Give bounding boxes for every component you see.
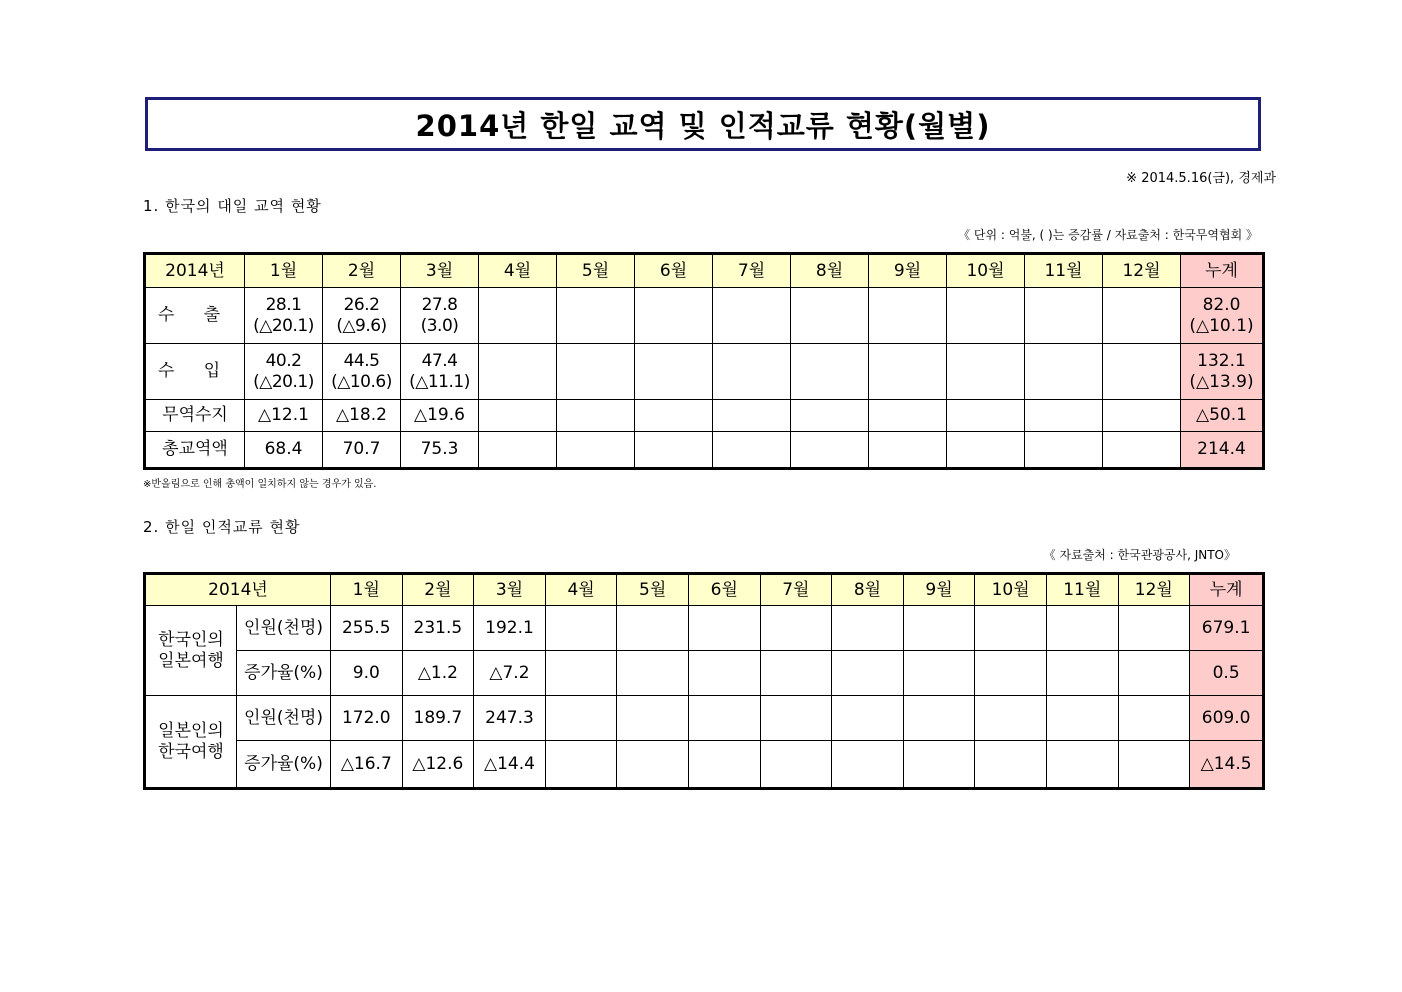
trade-row-label: 무역수지	[145, 400, 245, 432]
trade-total-cell	[1181, 288, 1264, 344]
trade-cell	[869, 400, 947, 432]
exchange-row-label: 인원(천명)	[237, 696, 331, 741]
trade-cell: △19.6	[401, 400, 479, 432]
exchange-month-header: 11월	[1046, 574, 1118, 606]
trade-cell	[1103, 432, 1181, 469]
page-title: 2014년 한일 교역 및 인적교류 현황(월별)	[415, 108, 991, 143]
exchange-cell	[1046, 606, 1118, 651]
exchange-cell	[832, 606, 904, 651]
exchange-cell: △12.6	[402, 741, 474, 789]
exchange-row	[145, 606, 1264, 651]
exchange-month-header: 10월	[975, 574, 1047, 606]
exchange-table	[143, 572, 1265, 790]
exchange-cell	[688, 651, 760, 696]
exchange-cell: △1.2	[402, 651, 474, 696]
trade-row-volume	[145, 432, 1264, 469]
trade-cell	[713, 344, 791, 400]
trade-month-header: 1월	[245, 254, 323, 288]
trade-cell	[245, 344, 323, 400]
trade-cell	[635, 344, 713, 400]
exchange-cell	[617, 741, 689, 789]
trade-cell-change: (△20.1)	[253, 371, 314, 392]
exchange-cell: 231.5	[402, 606, 474, 651]
trade-month-header: 9월	[869, 254, 947, 288]
section1-unit-note: 《 단위 : 억불, ( )는 증감률 / 자료출처 : 한국무역협회 》	[958, 228, 1258, 242]
exchange-cell	[1118, 696, 1190, 741]
trade-cell	[323, 288, 401, 344]
exchange-group-label-line2: 일본여행	[158, 650, 224, 671]
trade-cell	[557, 344, 635, 400]
trade-month-header: 3월	[401, 254, 479, 288]
exchange-cell: 189.7	[402, 696, 474, 741]
trade-cell-change: (3.0)	[420, 315, 459, 336]
trade-total-cell: △50.1	[1181, 400, 1264, 432]
trade-cell: 70.7	[323, 432, 401, 469]
exchange-cell	[760, 606, 832, 651]
trade-total-change: (△13.9)	[1189, 371, 1254, 392]
exchange-cell	[903, 606, 975, 651]
exchange-group-label	[145, 606, 237, 696]
exchange-total-cell: 679.1	[1190, 606, 1264, 651]
trade-cell	[869, 344, 947, 400]
trade-cell	[791, 344, 869, 400]
trade-cell-change: (△20.1)	[253, 315, 314, 336]
trade-cell	[557, 400, 635, 432]
trade-month-header: 6월	[635, 254, 713, 288]
exchange-header-row	[145, 574, 1264, 606]
trade-footnote: ※반올림으로 인해 총액이 일치하지 않는 경우가 있음.	[143, 479, 377, 490]
trade-cell	[557, 288, 635, 344]
trade-month-header: 8월	[791, 254, 869, 288]
exchange-group-label-line1: 일본인의	[158, 720, 224, 741]
exchange-month-header: 2월	[402, 574, 474, 606]
trade-table	[143, 252, 1265, 470]
trade-cell	[791, 288, 869, 344]
trade-cell-value: 40.2	[265, 350, 302, 371]
trade-cell	[479, 432, 557, 469]
trade-cell	[479, 288, 557, 344]
trade-total-value: 132.1	[1197, 350, 1246, 371]
trade-month-header: 4월	[479, 254, 557, 288]
exchange-cell	[617, 696, 689, 741]
exchange-cell: △7.2	[474, 651, 546, 696]
trade-cell-value: 44.5	[343, 350, 380, 371]
trade-cell	[1025, 400, 1103, 432]
section1-heading: 1. 한국의 대일 교역 현황	[143, 197, 322, 215]
exchange-cell	[760, 651, 832, 696]
exchange-cell: △14.4	[474, 741, 546, 789]
exchange-row	[145, 741, 1264, 789]
trade-cell	[947, 288, 1025, 344]
exchange-cell	[903, 651, 975, 696]
exchange-cell	[975, 606, 1047, 651]
exchange-group-label-line1: 한국인의	[158, 629, 224, 650]
trade-cell	[713, 432, 791, 469]
trade-cell-change: (△10.6)	[331, 371, 392, 392]
trade-row-label: 총교역액	[145, 432, 245, 469]
exchange-row	[145, 651, 1264, 696]
exchange-cell	[545, 651, 617, 696]
exchange-month-header: 6월	[688, 574, 760, 606]
exchange-cell	[1118, 651, 1190, 696]
trade-year-header: 2014년	[145, 254, 245, 288]
trade-cell	[479, 344, 557, 400]
exchange-cell	[975, 741, 1047, 789]
trade-cell-value: 26.2	[343, 294, 380, 315]
trade-header-row	[145, 254, 1264, 288]
trade-cell-value: 27.8	[421, 294, 458, 315]
trade-month-header: 7월	[713, 254, 791, 288]
exchange-cell	[545, 606, 617, 651]
exchange-month-header: 5월	[617, 574, 689, 606]
section2-source-note: 《 자료출처 : 한국관광공사, JNTO》	[1043, 548, 1236, 562]
trade-month-header: 5월	[557, 254, 635, 288]
trade-cell	[713, 288, 791, 344]
exchange-cell: 255.5	[331, 606, 403, 651]
trade-total-cell: 214.4	[1181, 432, 1264, 469]
trade-month-header: 10월	[947, 254, 1025, 288]
exchange-group-label	[145, 696, 237, 789]
trade-total-header: 누계	[1181, 254, 1264, 288]
trade-cell	[869, 288, 947, 344]
trade-cell	[1103, 288, 1181, 344]
trade-cell	[713, 400, 791, 432]
exchange-cell	[832, 651, 904, 696]
exchange-month-header: 7월	[760, 574, 832, 606]
exchange-cell	[760, 741, 832, 789]
trade-cell	[635, 288, 713, 344]
exchange-row-label: 증가율(%)	[237, 741, 331, 789]
trade-cell	[1103, 344, 1181, 400]
exchange-month-header: 3월	[474, 574, 546, 606]
trade-cell	[635, 400, 713, 432]
trade-cell	[947, 344, 1025, 400]
trade-cell: 68.4	[245, 432, 323, 469]
exchange-cell	[617, 651, 689, 696]
exchange-cell: 192.1	[474, 606, 546, 651]
trade-cell	[1025, 344, 1103, 400]
exchange-month-header: 8월	[832, 574, 904, 606]
exchange-cell	[1046, 741, 1118, 789]
trade-total-change: (△10.1)	[1189, 315, 1254, 336]
trade-cell: 75.3	[401, 432, 479, 469]
exchange-cell	[1046, 651, 1118, 696]
trade-cell	[245, 288, 323, 344]
trade-cell-change: (△9.6)	[336, 315, 387, 336]
trade-cell-change: (△11.1)	[409, 371, 470, 392]
trade-cell	[479, 400, 557, 432]
trade-total-cell	[1181, 344, 1264, 400]
exchange-cell	[1046, 696, 1118, 741]
trade-row-export	[145, 288, 1264, 344]
trade-month-header: 11월	[1025, 254, 1103, 288]
exchange-cell	[1118, 741, 1190, 789]
trade-month-header: 2월	[323, 254, 401, 288]
exchange-cell	[545, 696, 617, 741]
exchange-cell	[688, 606, 760, 651]
exchange-row	[145, 696, 1264, 741]
exchange-cell	[688, 741, 760, 789]
exchange-total-header: 누계	[1190, 574, 1264, 606]
trade-row-label: 수 출	[145, 288, 245, 344]
exchange-cell	[975, 651, 1047, 696]
exchange-cell: 172.0	[331, 696, 403, 741]
trade-cell	[947, 432, 1025, 469]
exchange-cell	[760, 696, 832, 741]
trade-cell	[1103, 400, 1181, 432]
exchange-row-label: 인원(천명)	[237, 606, 331, 651]
trade-cell	[1025, 432, 1103, 469]
exchange-cell: △16.7	[331, 741, 403, 789]
exchange-row-label: 증가율(%)	[237, 651, 331, 696]
exchange-cell: 9.0	[331, 651, 403, 696]
trade-month-header: 12월	[1103, 254, 1181, 288]
exchange-cell	[832, 696, 904, 741]
exchange-month-header: 12월	[1118, 574, 1190, 606]
trade-cell	[947, 400, 1025, 432]
exchange-cell	[903, 741, 975, 789]
exchange-month-header: 4월	[545, 574, 617, 606]
trade-row-balance	[145, 400, 1264, 432]
exchange-total-cell: 609.0	[1190, 696, 1264, 741]
exchange-total-cell: 0.5	[1190, 651, 1264, 696]
exchange-cell	[832, 741, 904, 789]
exchange-cell	[545, 741, 617, 789]
trade-cell: △12.1	[245, 400, 323, 432]
trade-cell	[791, 432, 869, 469]
trade-cell	[635, 432, 713, 469]
trade-cell	[869, 432, 947, 469]
trade-row-import	[145, 344, 1264, 400]
trade-cell	[401, 288, 479, 344]
exchange-cell: 247.3	[474, 696, 546, 741]
trade-cell-value: 28.1	[265, 294, 302, 315]
trade-cell	[557, 432, 635, 469]
trade-cell: △18.2	[323, 400, 401, 432]
exchange-month-header: 1월	[331, 574, 403, 606]
exchange-cell	[617, 606, 689, 651]
trade-cell	[323, 344, 401, 400]
exchange-year-header: 2014년	[145, 574, 331, 606]
trade-cell	[791, 400, 869, 432]
exchange-cell	[1118, 606, 1190, 651]
exchange-cell	[688, 696, 760, 741]
section2-heading: 2. 한일 인적교류 현황	[143, 518, 301, 536]
trade-cell	[1025, 288, 1103, 344]
title-box	[145, 97, 1261, 151]
trade-cell-value: 47.4	[421, 350, 458, 371]
date-note: ※ 2014.5.16(금), 경제과	[1126, 171, 1276, 186]
exchange-cell	[903, 696, 975, 741]
exchange-total-cell: △14.5	[1190, 741, 1264, 789]
exchange-month-header: 9월	[903, 574, 975, 606]
trade-row-label: 수 입	[145, 344, 245, 400]
exchange-group-label-line2: 한국여행	[158, 741, 224, 762]
trade-total-value: 82.0	[1202, 294, 1241, 315]
exchange-cell	[975, 696, 1047, 741]
trade-cell	[401, 344, 479, 400]
